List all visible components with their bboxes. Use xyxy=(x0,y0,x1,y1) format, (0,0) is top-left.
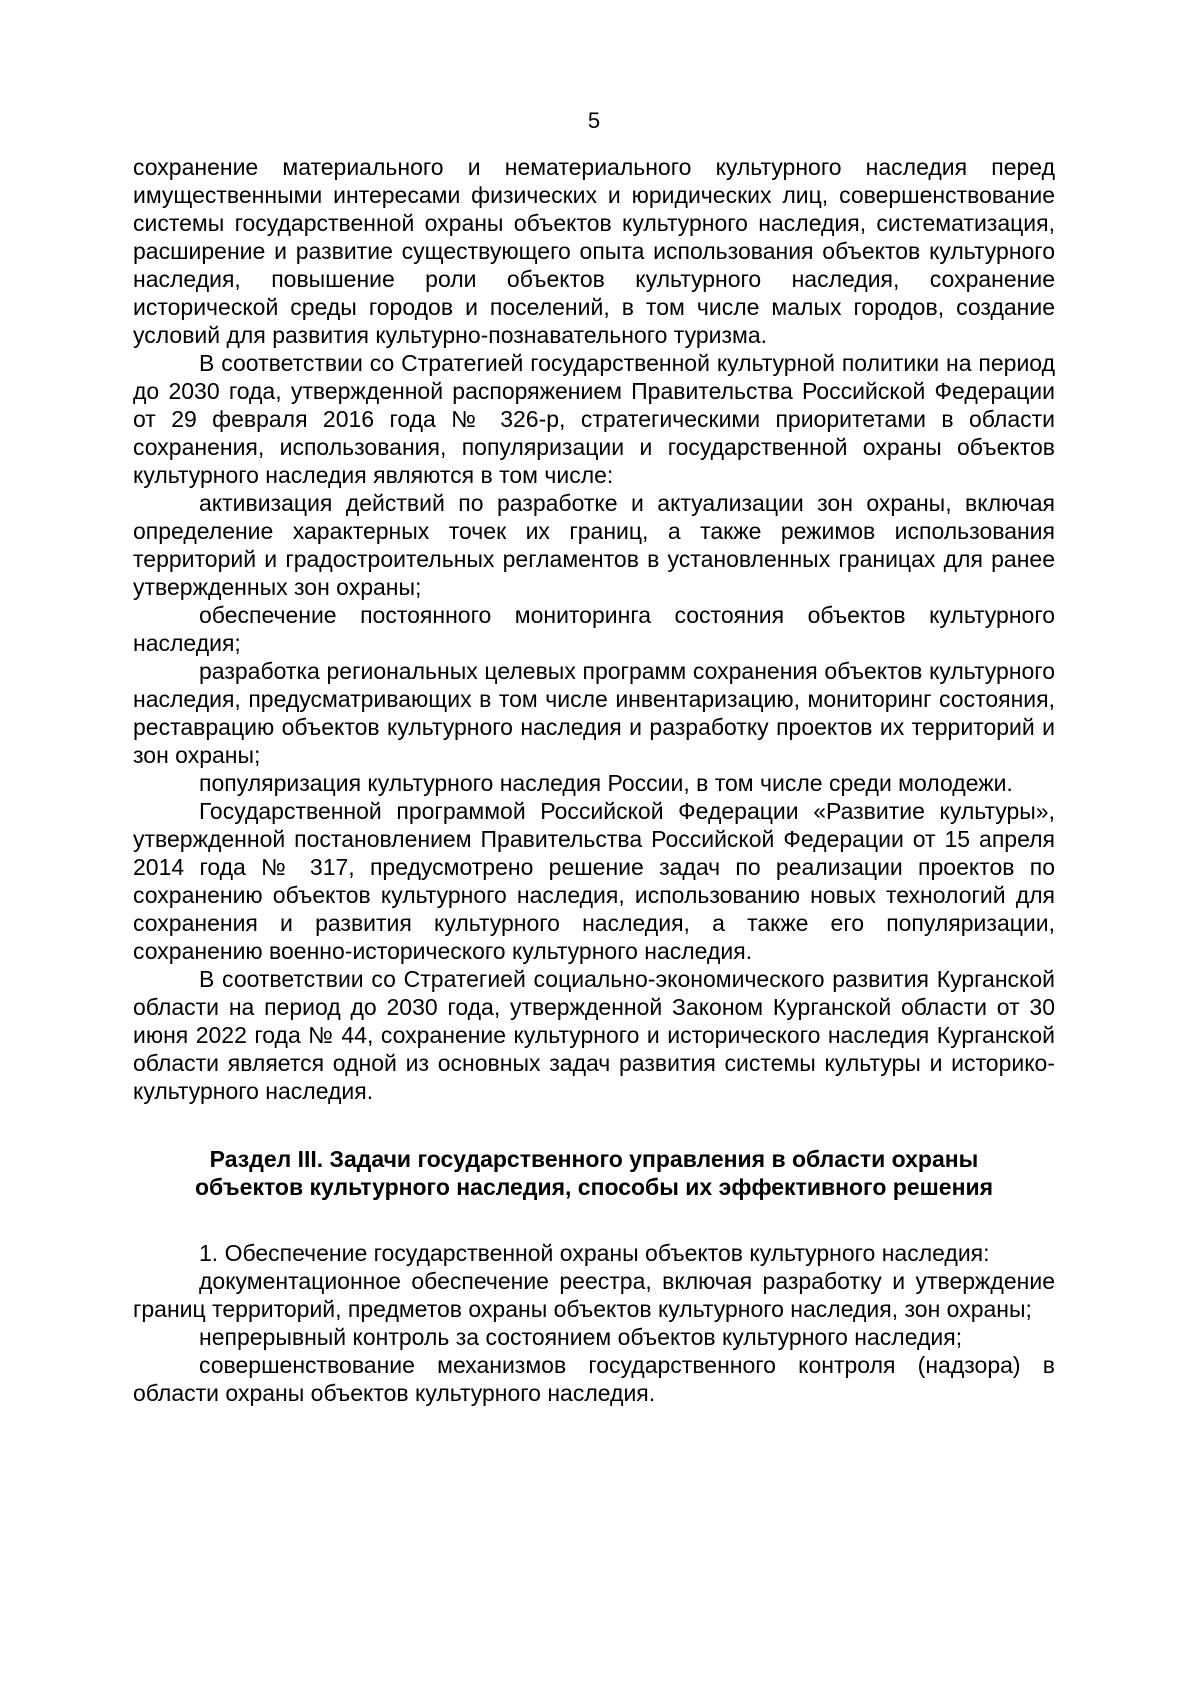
list-item: непрерывный контроль за состоянием объектов культурного наследия; xyxy=(199,1324,963,1350)
paragraph: В соответствии со Стратегией социально-экономического развития Курганской области на период до 2030 года, утвержденной Законом Курганской области от 30 июня 2022 года № 44, сохранение культурного и исторического наследия Курганской области является одной из основных задач развития системы культуры и историко-культурного наследия. xyxy=(133,966,1055,1104)
section-heading xyxy=(133,1145,1055,1201)
section-heading-line: Раздел III. Задачи государственного управления в области охраны xyxy=(209,1146,979,1172)
list-item: обеспечение постоянного мониторинга состояния объектов культурного наследия; xyxy=(133,602,1055,656)
list-item: разработка региональных целевых программ сохранения объектов культурного наследия, предусматривающих в том числе инвентаризацию, мониторинг состояния, реставрацию объектов культурного наследия и разработку проектов их территорий и зон охраны; xyxy=(133,658,1055,768)
list-item: активизация действий по разработке и актуализации зон охраны, включая определение характерных точек их границ, а также режимов использования территорий и градостроительных регламентов в установленных границах для ранее утвержденных зон охраны; xyxy=(133,490,1055,600)
paragraph: Государственной программой Российской Федерации «Развитие культуры», утвержденной постановлением Правительства Российской Федерации от 15 апреля 2014 года № 317, предусмотрено решение задач по реализации проектов по сохранению объектов культурного наследия, использованию новых технологий для сохранения и развития культурного наследия, а также его популяризации, сохранению военно-исторического культурного наследия. xyxy=(133,798,1055,964)
spacer xyxy=(133,1201,1055,1239)
numbered-item: 1. Обеспечение государственной охраны объектов культурного наследия: xyxy=(199,1240,990,1266)
section-heading-line: объектов культурного наследия, способы их эффективного решения xyxy=(194,1174,994,1200)
page-number: 5 xyxy=(587,108,601,133)
list-item: популяризация культурного наследия России, в том числе среди молодежи. xyxy=(199,770,1013,796)
list-item: совершенствование механизмов государственного контроля (надзора) в области охраны объектов культурного наследия. xyxy=(133,1352,1055,1406)
document-body xyxy=(133,153,1055,1407)
paragraph: В соответствии со Стратегией государственной культурной политики на период до 2030 года, утвержденной распоряжением Правительства Российской Федерации от 29 февраля 2016 года № 326-р, стратегическими приоритетами в области сохранения, использования, популяризации и государственной охраны объектов культурного наследия являются в том числе: xyxy=(133,350,1055,488)
paragraph: сохранение материального и нематериального культурного наследия перед имущественными интересами физических и юридических лиц, совершенствование системы государственной охраны объектов культурного наследия, систематизация, расширение и развитие существующего опыта использования объектов культурного наследия, повышение роли объектов культурного наследия, сохранение исторической среды городов и поселений, в том числе малых городов, создание условий для развития культурно-познавательного туризма. xyxy=(133,154,1055,348)
list-item: документационное обеспечение реестра, включая разработку и утверждение границ территорий, предметов охраны объектов культурного наследия, зон охраны; xyxy=(133,1268,1055,1322)
